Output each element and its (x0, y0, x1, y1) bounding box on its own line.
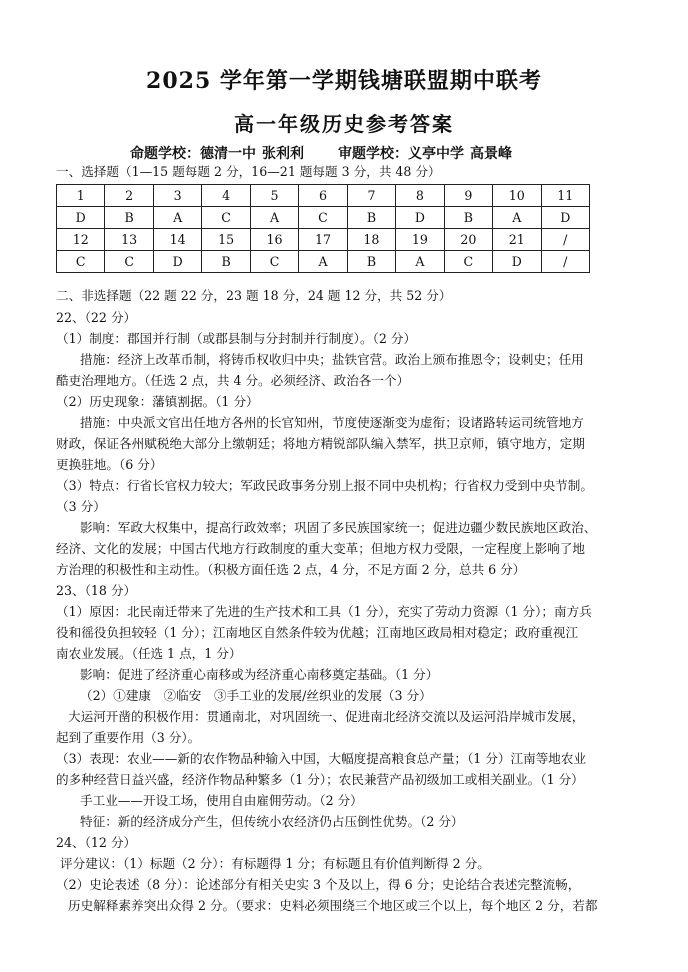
table-cell: 4 (202, 185, 250, 207)
table-cell: 2 (105, 185, 153, 207)
section2-heading: 二、非选择题（22 题 22 分，23 题 18 分，24 题 12 分，共 52 分） (56, 288, 452, 303)
text-line: 酷吏治理地方。（任选 2 点，共 4 分。必须经济、政治各一个） (56, 373, 410, 388)
table-cell: 5 (250, 185, 298, 207)
table-cell: A (153, 207, 201, 229)
table-cell: D (396, 207, 444, 229)
table-cell: D (57, 207, 105, 229)
author-school: 命题学校：德清一中 (130, 146, 256, 162)
text-line: 措施：中央派文官出任地方各州的长官知州，节度使逐渐变为虚衔；设诸路转运司统管地方 (80, 415, 584, 430)
text-line: 南农业发展。（任选 1 点，1 分） (56, 646, 242, 661)
table-cell: C (105, 251, 153, 273)
text-line: 经济、文化的发展；中国古代地方行政制度的重大变革；但地方权力受限，一定程度上影响了地 (56, 541, 585, 556)
text-line: （1）原因：北民南迁带来了先进的生产技术和工具（1 分），充实了劳动力资源（1 分）；南方兵 (56, 604, 592, 619)
table-cell: 7 (347, 185, 395, 207)
question-22-heading: 22、（22 分） (56, 310, 137, 325)
reviewer-name: 高景峰 (470, 146, 512, 162)
text-line: 方治理的积极性和主动性。（积极方面任选 2 点，4 分，不足方面 2 分，总共 6 分） (56, 562, 526, 577)
table-cell: B (347, 207, 395, 229)
table-cell: B (202, 251, 250, 273)
text-line: 的多种经营日益兴盛，经济作物品种繁多（1 分）；农民兼营产品初级加工或相关副业。（1 分） (56, 772, 584, 787)
text-line: 影响：军政大权集中，提高行政效率；巩固了多民族国家统一；促进边疆少数民族地区政治、 (80, 520, 597, 535)
table-row (57, 251, 590, 273)
table-cell: 20 (444, 229, 492, 251)
table-cell: 3 (153, 185, 201, 207)
table-cell: 16 (250, 229, 298, 251)
table-cell: C (444, 251, 492, 273)
table-cell: 21 (493, 229, 541, 251)
text-line: 历史解释素养突出众得 2 分。（要求：史料必须围绕三个地区或三个以上，每个地区 2 分，若都 (68, 898, 598, 913)
table-cell: B (105, 207, 153, 229)
table-cell: 13 (105, 229, 153, 251)
table-cell: D (153, 251, 201, 273)
table-cell: 15 (202, 229, 250, 251)
author-line (130, 143, 518, 163)
table-cell: / (541, 229, 589, 251)
table-cell: 10 (493, 185, 541, 207)
text-line: （2）①建康 ②临安 ③手工业的发展/丝织业的发展（3 分） (80, 688, 432, 703)
text-line: 手工业——开设工场，使用自由雇佣劳动。（2 分） (80, 793, 363, 808)
table-cell: 18 (347, 229, 395, 251)
table-cell: 17 (299, 229, 347, 251)
table-cell: 19 (396, 229, 444, 251)
text-line: 评分建议：（1）标题（2 分）：有标题得 1 分；有标题且有价值判断得 2 分。 (60, 856, 490, 871)
text-line: 役和徭役负担较轻（1 分）；江南地区自然条件较为优越；江南地区政局相对稳定；政府重视江 (56, 625, 579, 640)
text-line: 大运河开凿的积极作用：贯通南北，对巩固统一、促进南北经济交流以及运河沿岸城市发展， (68, 709, 585, 724)
document-title: 2025 学年第一学期钱塘联盟期中联考 (146, 68, 542, 94)
table-cell: A (250, 207, 298, 229)
table-cell: C (202, 207, 250, 229)
reviewer-school: 审题学校：义亭中学 (338, 146, 464, 162)
table-cell: C (299, 207, 347, 229)
table-cell: 11 (541, 185, 589, 207)
text-line: 财政，保证各州赋税绝大部分上缴朝廷；将地方精锐部队编入禁军，拱卫京师，镇守地方，定期 (56, 436, 585, 451)
text-line: （3 分） (56, 499, 106, 514)
text-line: 更换驻地。（6 分） (56, 457, 163, 472)
text-line: （3）特点：行省长官权力较大；军政民政事务分别上报不同中央机构；行省权力受到中央节制。 (56, 478, 593, 493)
text-line: 影响：促进了经济重心南移或为经济重心南移奠定基础。（1 分） (80, 667, 439, 682)
table-cell: B (444, 207, 492, 229)
table-cell: A (396, 251, 444, 273)
table-cell: 1 (57, 185, 105, 207)
text-line: （2）史论表述（8 分）：论述部分有相关史实 3 个及以上，得 6 分；史论结合表述完整流畅， (56, 877, 581, 892)
document-subtitle: 高一年级历史参考答案 (234, 112, 454, 136)
text-line: 特征：新的经济成分产生，但传统小农经济仍占压倒性优势。（2 分） (80, 814, 464, 829)
table-cell: C (250, 251, 298, 273)
table-cell: D (493, 251, 541, 273)
text-line: 起到了重要作用（3 分）。 (56, 730, 201, 745)
table-row (57, 185, 590, 207)
text-line: （2）历史现象：藩镇割据。（1 分） (56, 394, 259, 409)
table-cell: B (347, 251, 395, 273)
answer-table (56, 184, 590, 273)
table-cell: / (541, 251, 589, 273)
table-cell: D (541, 207, 589, 229)
question-24-heading: 24、（12 分） (56, 835, 137, 850)
table-cell: 6 (299, 185, 347, 207)
section1-heading: 一、选择题（1—15 题每题 2 分，16—21 题每题 3 分，共 48 分） (56, 164, 441, 179)
table-row (57, 229, 590, 251)
table-cell: 8 (396, 185, 444, 207)
author-name: 张利利 (262, 146, 304, 162)
table-cell: 14 (153, 229, 201, 251)
text-line: 措施：经济上改革币制，将铸币权收归中央；盐铁官营。政治上颁布推恩令；设刺史；任用 (80, 352, 584, 367)
text-line: （3）表现：农业——新的农作物品种输入中国，大幅度提高粮食总产量；（1 分）江南等地农业 (56, 751, 587, 766)
table-cell: C (57, 251, 105, 273)
table-cell: 9 (444, 185, 492, 207)
table-cell: A (493, 207, 541, 229)
question-23-heading: 23、（18 分） (56, 583, 137, 598)
table-cell: 12 (57, 229, 105, 251)
table-row (57, 207, 590, 229)
table-cell: A (299, 251, 347, 273)
text-line: （1）制度：郡国并行制（或郡县制与分封制并行制度）。（2 分） (56, 331, 417, 346)
